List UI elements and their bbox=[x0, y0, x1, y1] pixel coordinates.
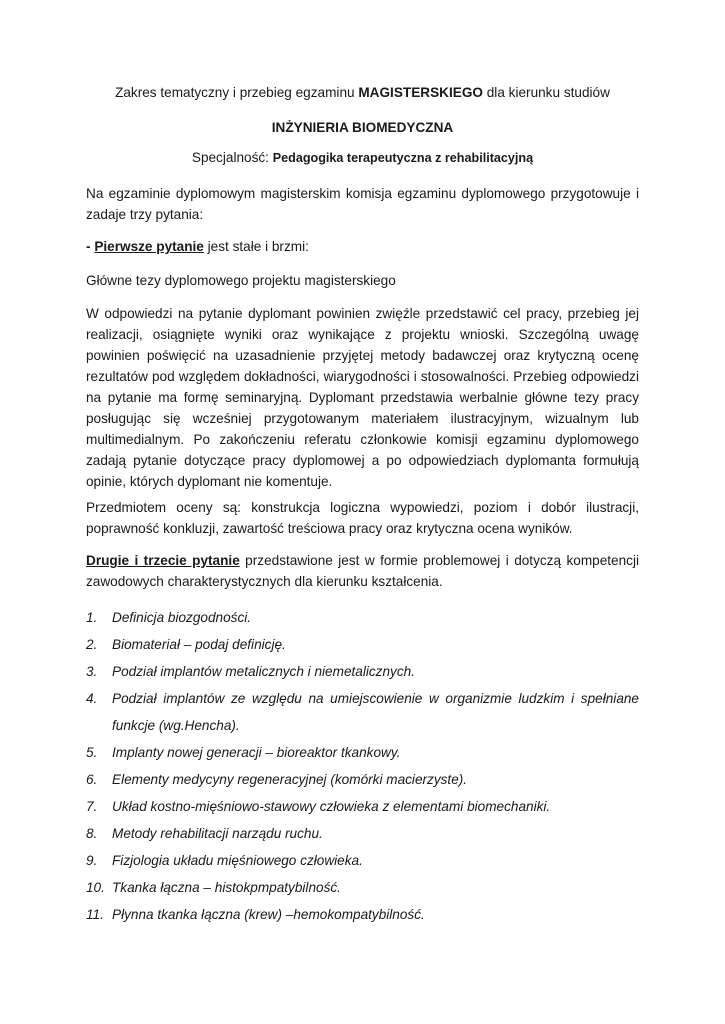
second-third-text: przedstawione jest w formie problemowej i dotyczą kompetencji zawodowych charakterystycznych dla kierunku kształcenia. bbox=[86, 553, 639, 589]
document-title bbox=[86, 85, 639, 100]
list-item-number: 7. bbox=[86, 799, 98, 814]
title-suffix: dla kierunku studiów bbox=[482, 85, 610, 100]
title-prefix: Zakres tematyczny i przebieg egzaminu bbox=[115, 85, 359, 100]
list-item-number: 1. bbox=[86, 610, 98, 625]
list-item-number: 10. bbox=[86, 880, 105, 895]
list-item-text: Płynna tkanka łączna (krew) –hemokompatybilność. bbox=[112, 907, 425, 922]
list-item-number: 6. bbox=[86, 772, 98, 787]
list-item bbox=[86, 766, 639, 793]
list-item-text: Fizjologia układu mięśniowego człowieka. bbox=[112, 853, 363, 868]
second-third-question bbox=[86, 550, 639, 592]
list-item-text: Implanty nowej generacji – bioreaktor tkankowy. bbox=[112, 745, 401, 760]
list-item-text: Elementy medycyny regeneracyjnej (komórki macierzyste). bbox=[112, 772, 468, 787]
list-item-text: Metody rehabilitacji narządu ruchu. bbox=[112, 826, 323, 841]
list-item bbox=[86, 739, 639, 766]
list-item bbox=[86, 658, 639, 685]
list-item bbox=[86, 685, 639, 739]
list-item-text: Układ kostno-mięśniowo-stawowy człowieka z elementami biomechaniki. bbox=[112, 799, 551, 814]
list-item bbox=[86, 874, 639, 901]
specialty-line bbox=[86, 150, 639, 165]
topics-list bbox=[86, 604, 639, 928]
specialty-value: Pedagogika terapeutyczna z rehabilitacyjną bbox=[272, 151, 534, 165]
intro-paragraph: Na egzaminie dyplomowym magisterskim komisja egzaminu dyplomowego przygotowuje i zadaje trzy pytania: bbox=[86, 186, 639, 222]
list-item bbox=[86, 793, 639, 820]
list-item bbox=[86, 901, 639, 928]
specialty-label: Specjalność: bbox=[191, 150, 273, 165]
list-item bbox=[86, 604, 639, 631]
title-degree: MAGISTERSKIEGO bbox=[358, 85, 483, 100]
first-question-thesis: Główne tezy dyplomowego projektu magisterskiego bbox=[86, 273, 396, 288]
first-question-text: jest stałe i brzmi: bbox=[203, 239, 309, 254]
list-item bbox=[86, 847, 639, 874]
list-item-number: 3. bbox=[86, 664, 98, 679]
first-question-answer: W odpowiedzi na pytanie dyplomant powinien zwięźle przedstawić cel pracy, przebieg jej realizacji, osiągnięte wyniki oraz wynikające z projektu wnioski. Szczególną uwagę powinien poświęcić na uzasadnienie przyjętej metody badawczej oraz krytyczną ocenę rezultatów pod względem dokładności, wiarygodności i stosowalności. Przebieg odpowiedzi na pytanie ma formę seminaryjną. Dyplomant przedstawia werbalnie główne tezy pracy posługując się wcześniej przygotowanym materiałem ilustracyjnym, wizualnym lub multimedialnym. Po zakończeniu referatu członkowie komisji egzaminu dyplomowego zadają pytanie dotyczące pracy dyplomowej a po odpowiedziach dyplomanta formułują opinie, których dyplomant nie komentuje. bbox=[86, 306, 639, 489]
list-item-text: Podział implantów metalicznych i niemetalicznych. bbox=[112, 664, 415, 679]
evaluation-paragraph: Przedmiotem oceny są: konstrukcja logiczna wypowiedzi, poziom i dobór ilustracji, poprawność konkluzji, zawartość treściowa pracy oraz krytyczna ocena wyników. bbox=[86, 500, 639, 536]
list-item-number: 8. bbox=[86, 826, 98, 841]
first-question-heading bbox=[86, 236, 639, 257]
list-item bbox=[86, 820, 639, 847]
list-item-number: 2. bbox=[86, 637, 98, 652]
first-question-label: Pierwsze pytanie bbox=[94, 239, 204, 254]
list-item-number: 5. bbox=[86, 745, 98, 760]
field-of-study: INŻYNIERIA BIOMEDYCZNA bbox=[271, 120, 454, 135]
list-item bbox=[86, 631, 639, 658]
list-item-number: 4. bbox=[86, 691, 98, 706]
first-question-dash: - bbox=[86, 239, 95, 254]
second-third-label: Drugie i trzecie pytanie bbox=[86, 553, 240, 568]
list-item-text: Biomateriał – podaj definicję. bbox=[112, 637, 286, 652]
list-item-number: 9. bbox=[86, 853, 98, 868]
list-item-number: 11. bbox=[86, 907, 104, 922]
list-item-text: Definicja biozgodności. bbox=[112, 610, 252, 625]
list-item-text: Podział implantów ze względu na umiejscowienie w organizmie ludzkim i spełniane funkcje (wg.Hencha). bbox=[112, 691, 639, 733]
list-item-text: Tkanka łączna – histokpmpatybilność. bbox=[112, 880, 341, 895]
